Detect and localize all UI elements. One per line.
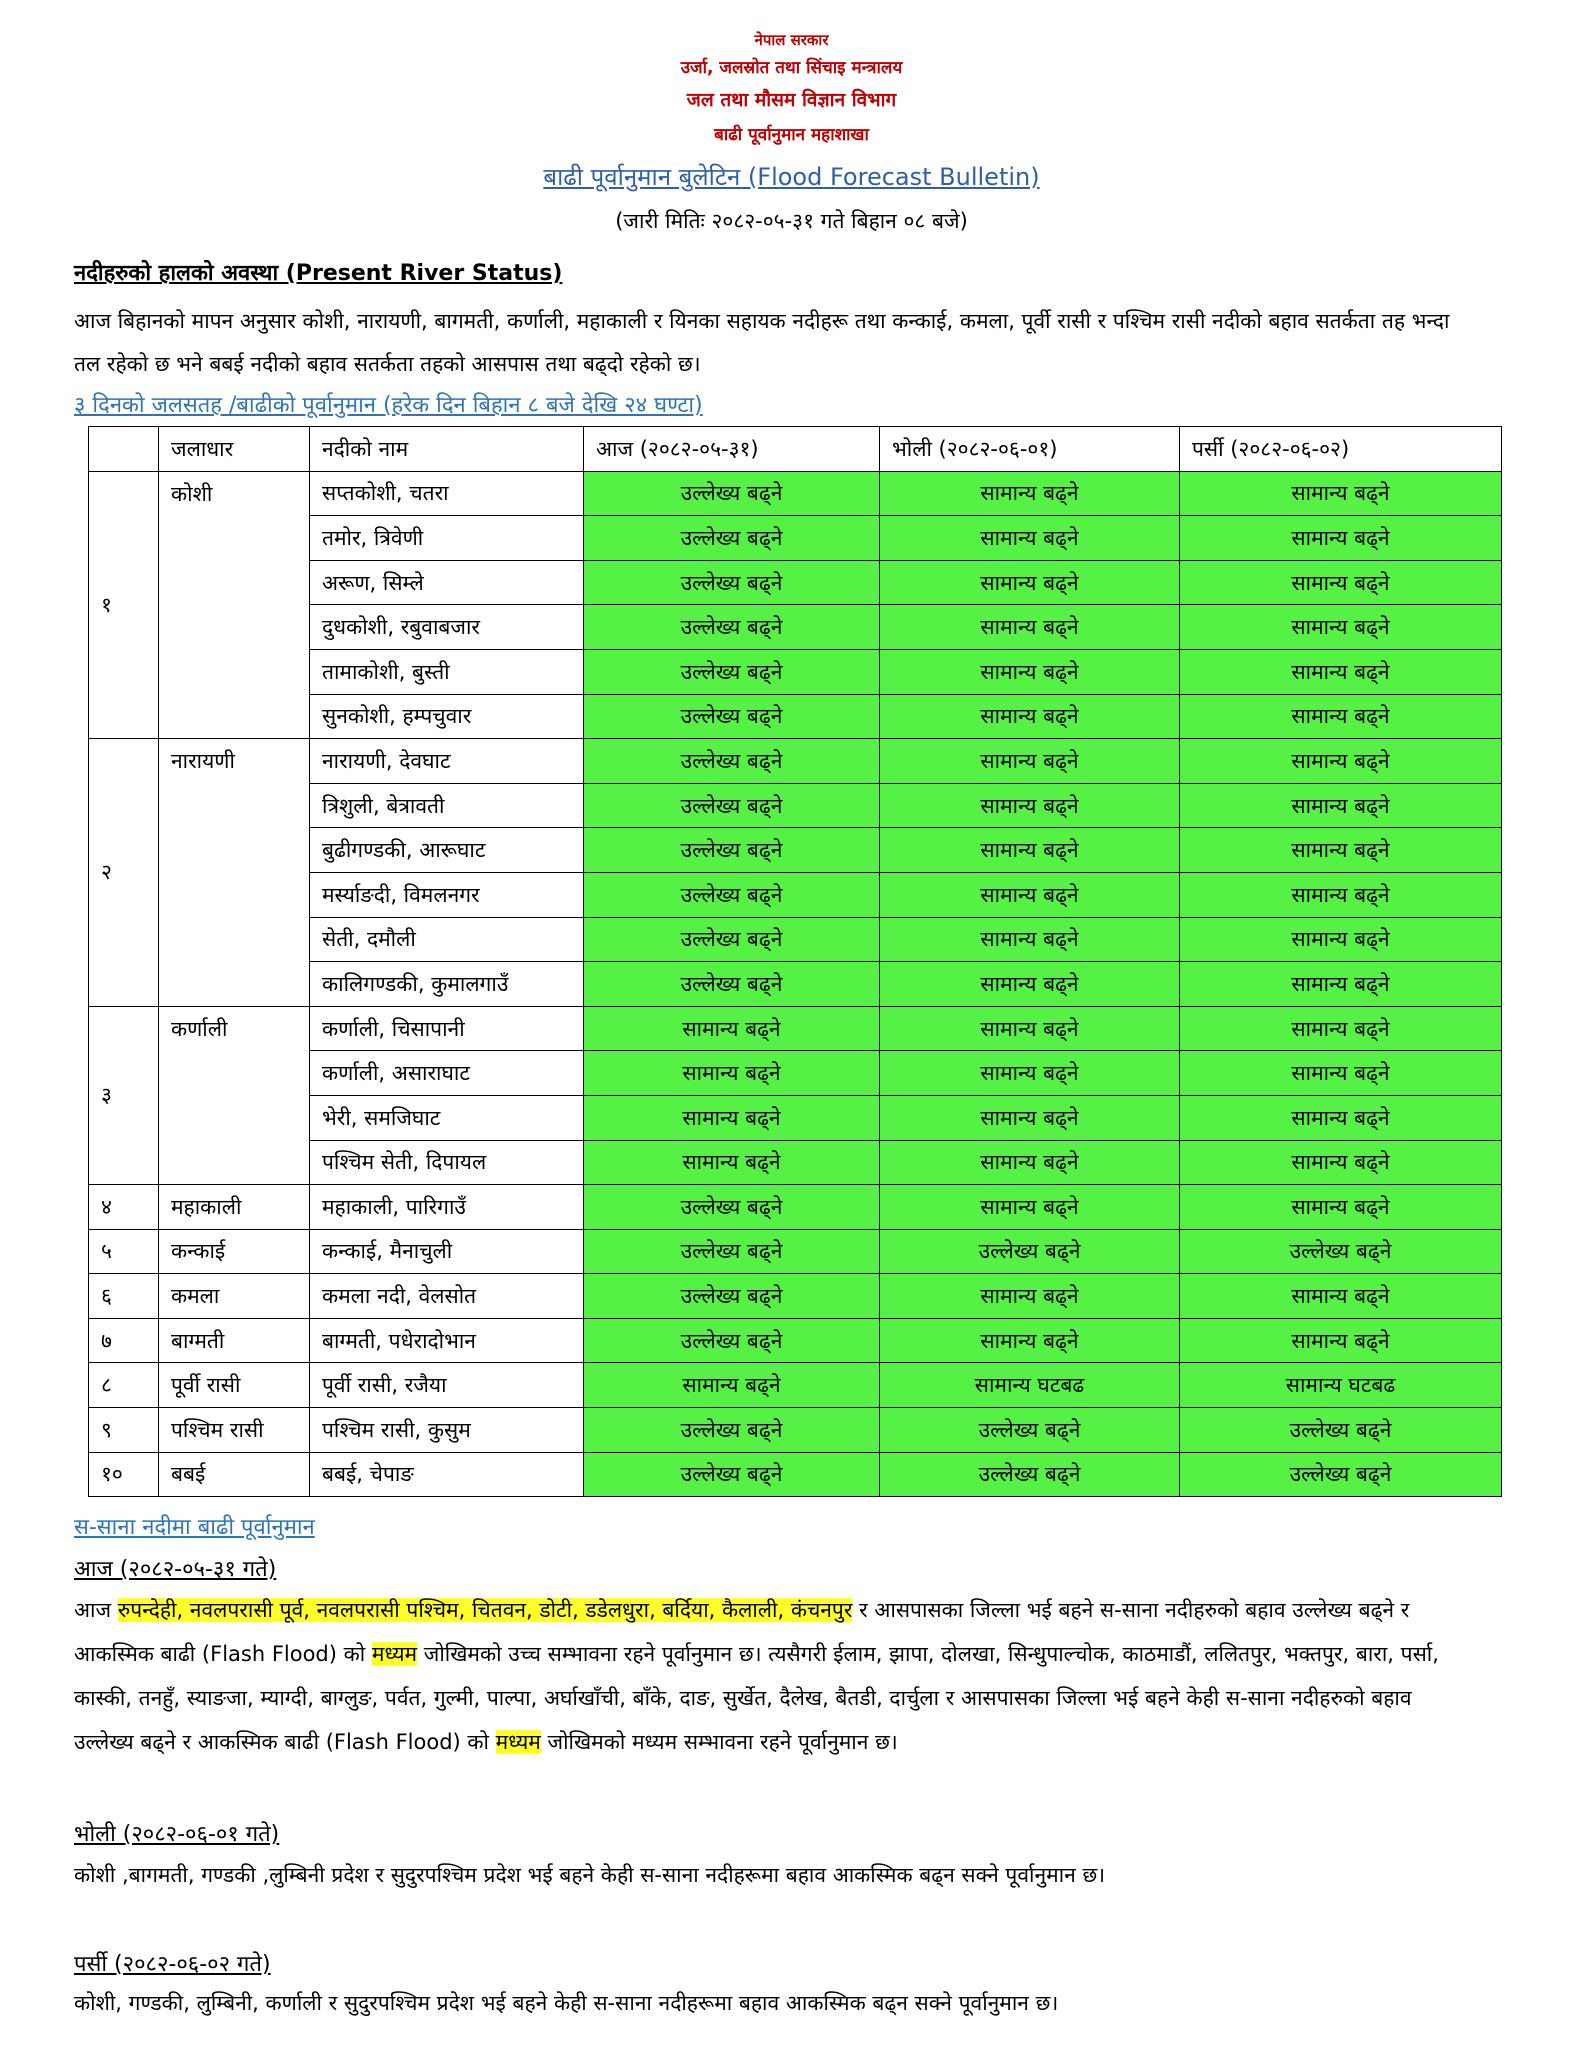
today-intro: आज	[74, 1598, 118, 1622]
forecast-dayafter: सामान्य बढ्ने	[1180, 1318, 1502, 1363]
forecast-tomorrow: सामान्य बढ्ने	[880, 872, 1180, 917]
basin-name: कर्णाली	[159, 1006, 310, 1184]
forecast-tomorrow: सामान्य बढ्ने	[880, 516, 1180, 561]
table-row	[89, 1452, 1502, 1497]
table-row	[89, 1408, 1502, 1453]
station-name: तामाकोशी, बुस्ती	[310, 649, 584, 694]
forecast-tomorrow: सामान्य बढ्ने	[880, 739, 1180, 784]
station-name: पश्चिम रासी, कुसुम	[310, 1408, 584, 1453]
column-header	[89, 427, 159, 472]
forecast-dayafter: सामान्य बढ्ने	[1180, 962, 1502, 1007]
station-name: कालिगण्डकी, कुमालगाउँ	[310, 962, 584, 1007]
forecast-today: उल्लेख्य बढ्ने	[584, 828, 880, 873]
today-text-part: जोखिमको उच्च सम्भावना रहने पूर्वानुमान छ। त्यसैगरी ईलाम, झापा, दोलखा, सिन्धुपाल्चोक, काठमाडौं, ललितपुर, भक्तपुर, बारा, पर्सा, कास्की, तनहुँ, स्याङजा, म्याग्दी, बाग्लुङ, पर्वत, गुल्मी, पाल्पा, अर्घाखाँची, बाँके, दाङ, सुर्खेत, दैलेख, बैतडी, दार्चुला र आसपासका जिल्ला भई बहने केही स-साना नदीहरुको बहाव उल्लेख्य बढ्ने र आकस्मिक बाढी (Flash Flood) को	[74, 1642, 1439, 1754]
today-heading: आज (२०८२-०५-३१ गते)	[74, 1557, 277, 1582]
column-header: भोली (२०८२-०६-०१)	[880, 427, 1180, 472]
risk-level-badge: मध्यम	[495, 1730, 541, 1754]
station-name: पश्चिम सेती, दिपायल	[310, 1140, 584, 1185]
forecast-dayafter: सामान्य बढ्ने	[1180, 605, 1502, 650]
forecast-today: सामान्य बढ्ने	[584, 1095, 880, 1140]
forecast-tomorrow: सामान्य बढ्ने	[880, 1006, 1180, 1051]
forecast-dayafter: सामान्य बढ्ने	[1180, 1140, 1502, 1185]
forecast-dayafter: उल्लेख्य बढ्ने	[1180, 1452, 1502, 1497]
forecast-tomorrow: सामान्य बढ्ने	[880, 605, 1180, 650]
forecast-dayafter: सामान्य बढ्ने	[1180, 872, 1502, 917]
forecast-today: उल्लेख्य बढ्ने	[584, 1185, 880, 1230]
forecast-tomorrow: सामान्य बढ्ने	[880, 828, 1180, 873]
basin-number: ८	[89, 1363, 159, 1408]
column-header: पर्सी (२०८२-०६-०२)	[1180, 427, 1502, 472]
forecast-table	[88, 426, 1502, 1497]
forecast-heading: ३ दिनको जलसतह /बाढीको पूर्वानुमान (हरेक दिन बिहान ८ बजे देखि २४ घण्टा)	[74, 393, 703, 418]
station-name: मर्स्याङदी, विमलनगर	[310, 872, 584, 917]
forecast-tomorrow: सामान्य बढ्ने	[880, 1185, 1180, 1230]
forecast-today: उल्लेख्य बढ्ने	[584, 516, 880, 561]
station-name: तमोर, त्रिवेणी	[310, 516, 584, 561]
present-status-text: आज बिहानको मापन अनुसार कोशी, नारायणी, बागमती, कर्णाली, महाकाली र यिनका सहायक नदीहरू तथा कन्काई, कमला, पूर्वी रासी र पश्चिम रासी नदीको बहाव सतर्कता तह भन्दा तल रहेको छ भने बबई नदीको बहाव सतर्कता तहको आसपास तथा बढ्दो रहेको छ।	[74, 309, 1450, 376]
basin-number: २	[89, 739, 159, 1007]
table-row	[89, 1363, 1502, 1408]
station-name: सप्तकोशी, चतरा	[310, 471, 584, 516]
forecast-today: उल्लेख्य बढ्ने	[584, 1452, 880, 1497]
forecast-today: सामान्य बढ्ने	[584, 1051, 880, 1096]
table-row	[89, 1274, 1502, 1319]
forecast-today: उल्लेख्य बढ्ने	[584, 1408, 880, 1453]
station-name: नारायणी, देवघाट	[310, 739, 584, 784]
forecast-today: उल्लेख्य बढ्ने	[584, 649, 880, 694]
risk-level-badge: मध्यम	[371, 1642, 418, 1666]
station-name: कर्णाली, असाराघाट	[310, 1051, 584, 1096]
forecast-dayafter: उल्लेख्य बढ्ने	[1180, 1229, 1502, 1274]
column-header: आज (२०८२-०५-३१)	[584, 427, 880, 472]
forecast-tomorrow: सामान्य बढ्ने	[880, 649, 1180, 694]
forecast-dayafter: सामान्य बढ्ने	[1180, 694, 1502, 739]
forecast-dayafter: सामान्य बढ्ने	[1180, 471, 1502, 516]
bulletin-title: बाढी पूर्वानुमान बुलेटिन (Flood Forecast Bulletin)	[543, 163, 1040, 191]
column-header: जलाधार	[159, 427, 310, 472]
table-row	[89, 471, 1502, 516]
basin-number: ३	[89, 1006, 159, 1184]
forecast-tomorrow: सामान्य बढ्ने	[880, 1140, 1180, 1185]
division-name: बाढी पूर्वानुमान महाशाखा	[714, 125, 869, 145]
basin-number: ४	[89, 1185, 159, 1230]
gov-name: नेपाल सरकार	[754, 31, 829, 49]
forecast-tomorrow: सामान्य बढ्ने	[880, 471, 1180, 516]
forecast-dayafter: सामान्य बढ्ने	[1180, 783, 1502, 828]
today-text-part: र आसपासका जिल्ला भई बहने स-साना नदीहरुको बहाव उल्लेख्य बढ्ने र आकस्मिक बाढी (Flash Flood) को	[74, 1598, 1410, 1666]
basin-number: ९	[89, 1408, 159, 1453]
dayafter-forecast-text: कोशी, गण्डकी, लुम्बिनी, कर्णाली र सुदुरपश्चिम प्रदेश भई बहने केही स-साना नदीहरूमा बहाव आकस्मिक बढ्न सक्ने पूर्वानुमान छ।	[74, 1991, 1059, 2015]
forecast-tomorrow: सामान्य बढ्ने	[880, 694, 1180, 739]
forecast-dayafter: सामान्य बढ्ने	[1180, 828, 1502, 873]
today-text-end: जोखिमको मध्यम सम्भावना रहने पूर्वानुमान छ।	[540, 1730, 898, 1754]
station-name: सेती, दमौली	[310, 917, 584, 962]
forecast-today: सामान्य बढ्ने	[584, 1006, 880, 1051]
basin-number: ५	[89, 1229, 159, 1274]
forecast-today: उल्लेख्य बढ्ने	[584, 1229, 880, 1274]
issue-date: (जारी मितिः २०८२-०५-३१ गते बिहान ०८ बजे)	[615, 209, 968, 233]
table-header-row	[89, 427, 1502, 472]
forecast-today: उल्लेख्य बढ्ने	[584, 1318, 880, 1363]
table-row	[89, 1006, 1502, 1051]
column-header: नदीको नाम	[310, 427, 584, 472]
table-row	[89, 739, 1502, 784]
forecast-today: उल्लेख्य बढ्ने	[584, 739, 880, 784]
forecast-dayafter: सामान्य बढ्ने	[1180, 1006, 1502, 1051]
basin-name: कमला	[159, 1274, 310, 1319]
table-row	[89, 1229, 1502, 1274]
today-high-risk-districts: रुपन्देही, नवलपरासी पूर्व, नवलपरासी पश्चिम, चितवन, डोटी, डडेलधुरा, बर्दिया, कैलाली, कंचनपुर	[117, 1598, 853, 1622]
basin-name: नारायणी	[159, 739, 310, 1007]
forecast-tomorrow: उल्लेख्य बढ्ने	[880, 1452, 1180, 1497]
small-rivers-heading: स-साना नदीमा बाढी पूर्वानुमान	[74, 1515, 315, 1540]
station-name: कन्काई, मैनाचुली	[310, 1229, 584, 1274]
forecast-tomorrow: सामान्य बढ्ने	[880, 783, 1180, 828]
forecast-today: सामान्य बढ्ने	[584, 1363, 880, 1408]
forecast-dayafter: सामान्य बढ्ने	[1180, 560, 1502, 605]
station-name: कमला नदी, वेलसोत	[310, 1274, 584, 1319]
forecast-dayafter: सामान्य बढ्ने	[1180, 739, 1502, 784]
forecast-tomorrow: सामान्य बढ्ने	[880, 1274, 1180, 1319]
forecast-today: उल्लेख्य बढ्ने	[584, 694, 880, 739]
forecast-dayafter: सामान्य बढ्ने	[1180, 917, 1502, 962]
station-name: अरूण, सिम्ले	[310, 560, 584, 605]
basin-name: बाग्मती	[159, 1318, 310, 1363]
station-name: त्रिशुली, बेत्रावती	[310, 783, 584, 828]
forecast-dayafter: सामान्य बढ्ने	[1180, 1051, 1502, 1096]
station-name: दुधकोशी, रबुवाबजार	[310, 605, 584, 650]
basin-number: १०	[89, 1452, 159, 1497]
department-name: जल तथा मौसम विज्ञान विभाग	[686, 89, 897, 111]
forecast-today: उल्लेख्य बढ्ने	[584, 471, 880, 516]
basin-name: बबई	[159, 1452, 310, 1497]
forecast-today: उल्लेख्य बढ्ने	[584, 783, 880, 828]
forecast-today: उल्लेख्य बढ्ने	[584, 605, 880, 650]
today-forecast-text	[74, 1588, 1469, 1764]
basin-number: ६	[89, 1274, 159, 1319]
forecast-dayafter: सामान्य घटबढ	[1180, 1363, 1502, 1408]
basin-number: ७	[89, 1318, 159, 1363]
forecast-tomorrow: सामान्य बढ्ने	[880, 962, 1180, 1007]
ministry-name: उर्जा, जलस्रोत तथा सिंचाइ मन्त्रालय	[680, 58, 903, 78]
forecast-today: सामान्य बढ्ने	[584, 1140, 880, 1185]
present-status-heading: नदीहरुको हालको अवस्था (Present River Status)	[74, 261, 563, 286]
forecast-dayafter: उल्लेख्य बढ्ने	[1180, 1408, 1502, 1453]
forecast-tomorrow: सामान्य बढ्ने	[880, 1051, 1180, 1096]
forecast-dayafter: सामान्य बढ्ने	[1180, 516, 1502, 561]
table-row	[89, 1318, 1502, 1363]
forecast-tomorrow: सामान्य बढ्ने	[880, 1318, 1180, 1363]
basin-name: पश्चिम रासी	[159, 1408, 310, 1453]
basin-name: पूर्वी रासी	[159, 1363, 310, 1408]
forecast-dayafter: सामान्य बढ्ने	[1180, 1274, 1502, 1319]
forecast-tomorrow: सामान्य बढ्ने	[880, 917, 1180, 962]
forecast-dayafter: सामान्य बढ्ने	[1180, 1185, 1502, 1230]
forecast-today: उल्लेख्य बढ्ने	[584, 1274, 880, 1319]
table-row	[89, 1185, 1502, 1230]
forecast-dayafter: सामान्य बढ्ने	[1180, 649, 1502, 694]
station-name: महाकाली, पारिगाउँ	[310, 1185, 584, 1230]
station-name: बबई, चेपाङ	[310, 1452, 584, 1497]
forecast-today: उल्लेख्य बढ्ने	[584, 560, 880, 605]
station-name: कर्णाली, चिसापानी	[310, 1006, 584, 1051]
station-name: सुनकोशी, हम्पचुवार	[310, 694, 584, 739]
forecast-today: उल्लेख्य बढ्ने	[584, 962, 880, 1007]
forecast-tomorrow: सामान्य घटबढ	[880, 1363, 1180, 1408]
tomorrow-heading: भोली (२०८२-०६-०१ गते)	[74, 1822, 280, 1847]
station-name: भेरी, समजिघाट	[310, 1095, 584, 1140]
forecast-today: उल्लेख्य बढ्ने	[584, 872, 880, 917]
tomorrow-forecast-text: कोशी ,बागमती, गण्डकी ,लुम्बिनी प्रदेश र सुदुरपश्चिम प्रदेश भई बहने केही स-साना नदीहरूमा बहाव आकस्मिक बढ्न सक्ने पूर्वानुमान छ।	[74, 1863, 1106, 1887]
station-name: बुढीगण्डकी, आरूघाट	[310, 828, 584, 873]
forecast-today: उल्लेख्य बढ्ने	[584, 917, 880, 962]
forecast-tomorrow: सामान्य बढ्ने	[880, 560, 1180, 605]
forecast-dayafter: सामान्य बढ्ने	[1180, 1095, 1502, 1140]
dayafter-heading: पर्सी (२०८२-०६-०२ गते)	[74, 1952, 271, 1977]
station-name: पूर्वी रासी, रजैया	[310, 1363, 584, 1408]
forecast-tomorrow: उल्लेख्य बढ्ने	[880, 1229, 1180, 1274]
forecast-tomorrow: उल्लेख्य बढ्ने	[880, 1408, 1180, 1453]
station-name: बाग्मती, पधेरादोभान	[310, 1318, 584, 1363]
basin-name: महाकाली	[159, 1185, 310, 1230]
basin-name: कोशी	[159, 471, 310, 739]
basin-number: १	[89, 471, 159, 739]
forecast-tomorrow: सामान्य बढ्ने	[880, 1095, 1180, 1140]
basin-name: कन्काई	[159, 1229, 310, 1274]
